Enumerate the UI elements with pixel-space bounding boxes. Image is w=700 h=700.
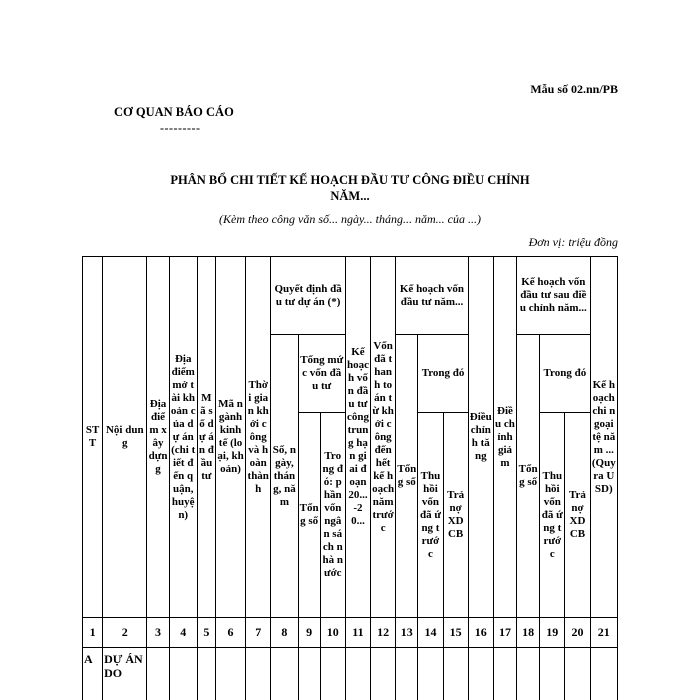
header-adjusted-debt-repayment: Trả nợ XDCB (565, 413, 590, 618)
table-cell (271, 648, 298, 700)
header-stt: STT (83, 257, 103, 618)
header-paid-capital: Vốn đã thanh toán từ khởi công đến hết kế hoạch năm trước (371, 257, 396, 618)
col-num: 14 (418, 618, 443, 648)
table-cell (147, 648, 169, 700)
form-number: Mẫu số 02.nn/PB (530, 82, 618, 96)
header-annual-debt-repayment: Trả nợ XDCB (443, 413, 468, 618)
col-num: 1 (83, 618, 103, 648)
title-line-2: NĂM... (330, 189, 370, 203)
table-cell (540, 648, 565, 700)
header-investment-decision: Quyết định đầu tư dự án (*) (271, 257, 346, 335)
col-num: 20 (565, 618, 590, 648)
header-annual-of-which: Trong đó (418, 335, 468, 413)
header-construction-site: Địa điểm xây dựng (147, 257, 169, 618)
table-cell (396, 648, 418, 700)
column-number-row (83, 618, 618, 648)
allocation-table (82, 256, 618, 700)
col-num: 15 (443, 618, 468, 648)
col-num: 9 (298, 618, 320, 648)
header-total-amount: Tổng số (298, 413, 320, 618)
col-num: 7 (246, 618, 271, 648)
table-cell (298, 648, 320, 700)
header-adjusted-total: Tổng số (517, 335, 540, 618)
table-cell (371, 648, 396, 700)
header-content: Nội dung (103, 257, 147, 618)
header-foreign-currency: Kế hoạch chi ngoại tệ năm ... (Quy ra USD) (590, 257, 617, 618)
col-num: 12 (371, 618, 396, 648)
col-num: 16 (468, 618, 493, 648)
document-subtitle: (Kèm theo công văn số... ngày... tháng... năm... của ...) (219, 212, 481, 226)
col-num: 6 (215, 618, 245, 648)
table-row (83, 648, 618, 700)
header-duration: Thời gian khởi công và hoàn thành (246, 257, 271, 618)
table-cell (443, 648, 468, 700)
col-num: 19 (540, 618, 565, 648)
table-cell (320, 648, 345, 700)
header-adjusted-plan: Kế hoạch vốn đầu tư sau điều chỉnh năm... (517, 257, 591, 335)
table-cell (197, 648, 215, 700)
agency-underline: --------- (160, 121, 201, 135)
table-cell (565, 648, 590, 700)
header-project-code: Mã số dự án đầu tư (197, 257, 215, 618)
header-adjusted-of-which: Trong đó (540, 335, 590, 413)
table-cell (493, 648, 516, 700)
header-increase: Điều chỉnh tăng (468, 257, 493, 618)
col-num: 18 (517, 618, 540, 648)
unit-label: Đơn vị: triệu đồng (528, 235, 618, 249)
table-cell (345, 648, 370, 700)
header-annual-total: Tổng số (396, 335, 418, 618)
col-num: 4 (169, 618, 197, 648)
table-cell (517, 648, 540, 700)
header-adjusted-advance-recovery: Thu hồi vốn đã ứng trước (540, 413, 565, 618)
header-decision-number-date: Số, ngày, tháng, năm (271, 335, 298, 618)
header-state-budget-part: Trong đó: phần vốn ngân sách nhà nước (320, 413, 345, 618)
header-annual-advance-recovery: Thu hồi vốn đã ứng trước (418, 413, 443, 618)
table-cell (169, 648, 197, 700)
header-sector-code: Mã ngành kinh tế (loại, khoản) (215, 257, 245, 618)
col-num: 21 (590, 618, 617, 648)
col-num: 5 (197, 618, 215, 648)
row-a-content: DỰ ÁN DO (103, 648, 147, 700)
reporting-agency: CƠ QUAN BÁO CÁO (114, 105, 234, 119)
col-num: 11 (345, 618, 370, 648)
col-num: 13 (396, 618, 418, 648)
table-cell (215, 648, 245, 700)
header-annual-plan: Kế hoạch vốn đầu tư năm... (396, 257, 469, 335)
row-a-stt: A (83, 648, 103, 700)
col-num: 2 (103, 618, 147, 648)
col-num: 10 (320, 618, 345, 648)
table-cell (590, 648, 617, 700)
table-cell (468, 648, 493, 700)
title-line-1: PHÂN BỔ CHI TIẾT KẾ HOẠCH ĐẦU TƯ CÔNG ĐIỀU CHỈNH (170, 173, 530, 187)
document-title (100, 172, 600, 204)
header-decrease: Điều chỉnh giảm (493, 257, 516, 618)
col-num: 8 (271, 618, 298, 648)
header-medium-term-plan: Kế hoạch vốn đầu tư công trung hạn giai đoạn 20...-20... (345, 257, 370, 618)
header-total-investment: Tổng mức vốn đầu tư (298, 335, 345, 413)
table-cell (246, 648, 271, 700)
table-cell (418, 648, 443, 700)
col-num: 3 (147, 618, 169, 648)
header-account-location: Địa điểm mở tài khoản của dự án (chi tiết đến quận, huyện) (169, 257, 197, 618)
col-num: 17 (493, 618, 516, 648)
